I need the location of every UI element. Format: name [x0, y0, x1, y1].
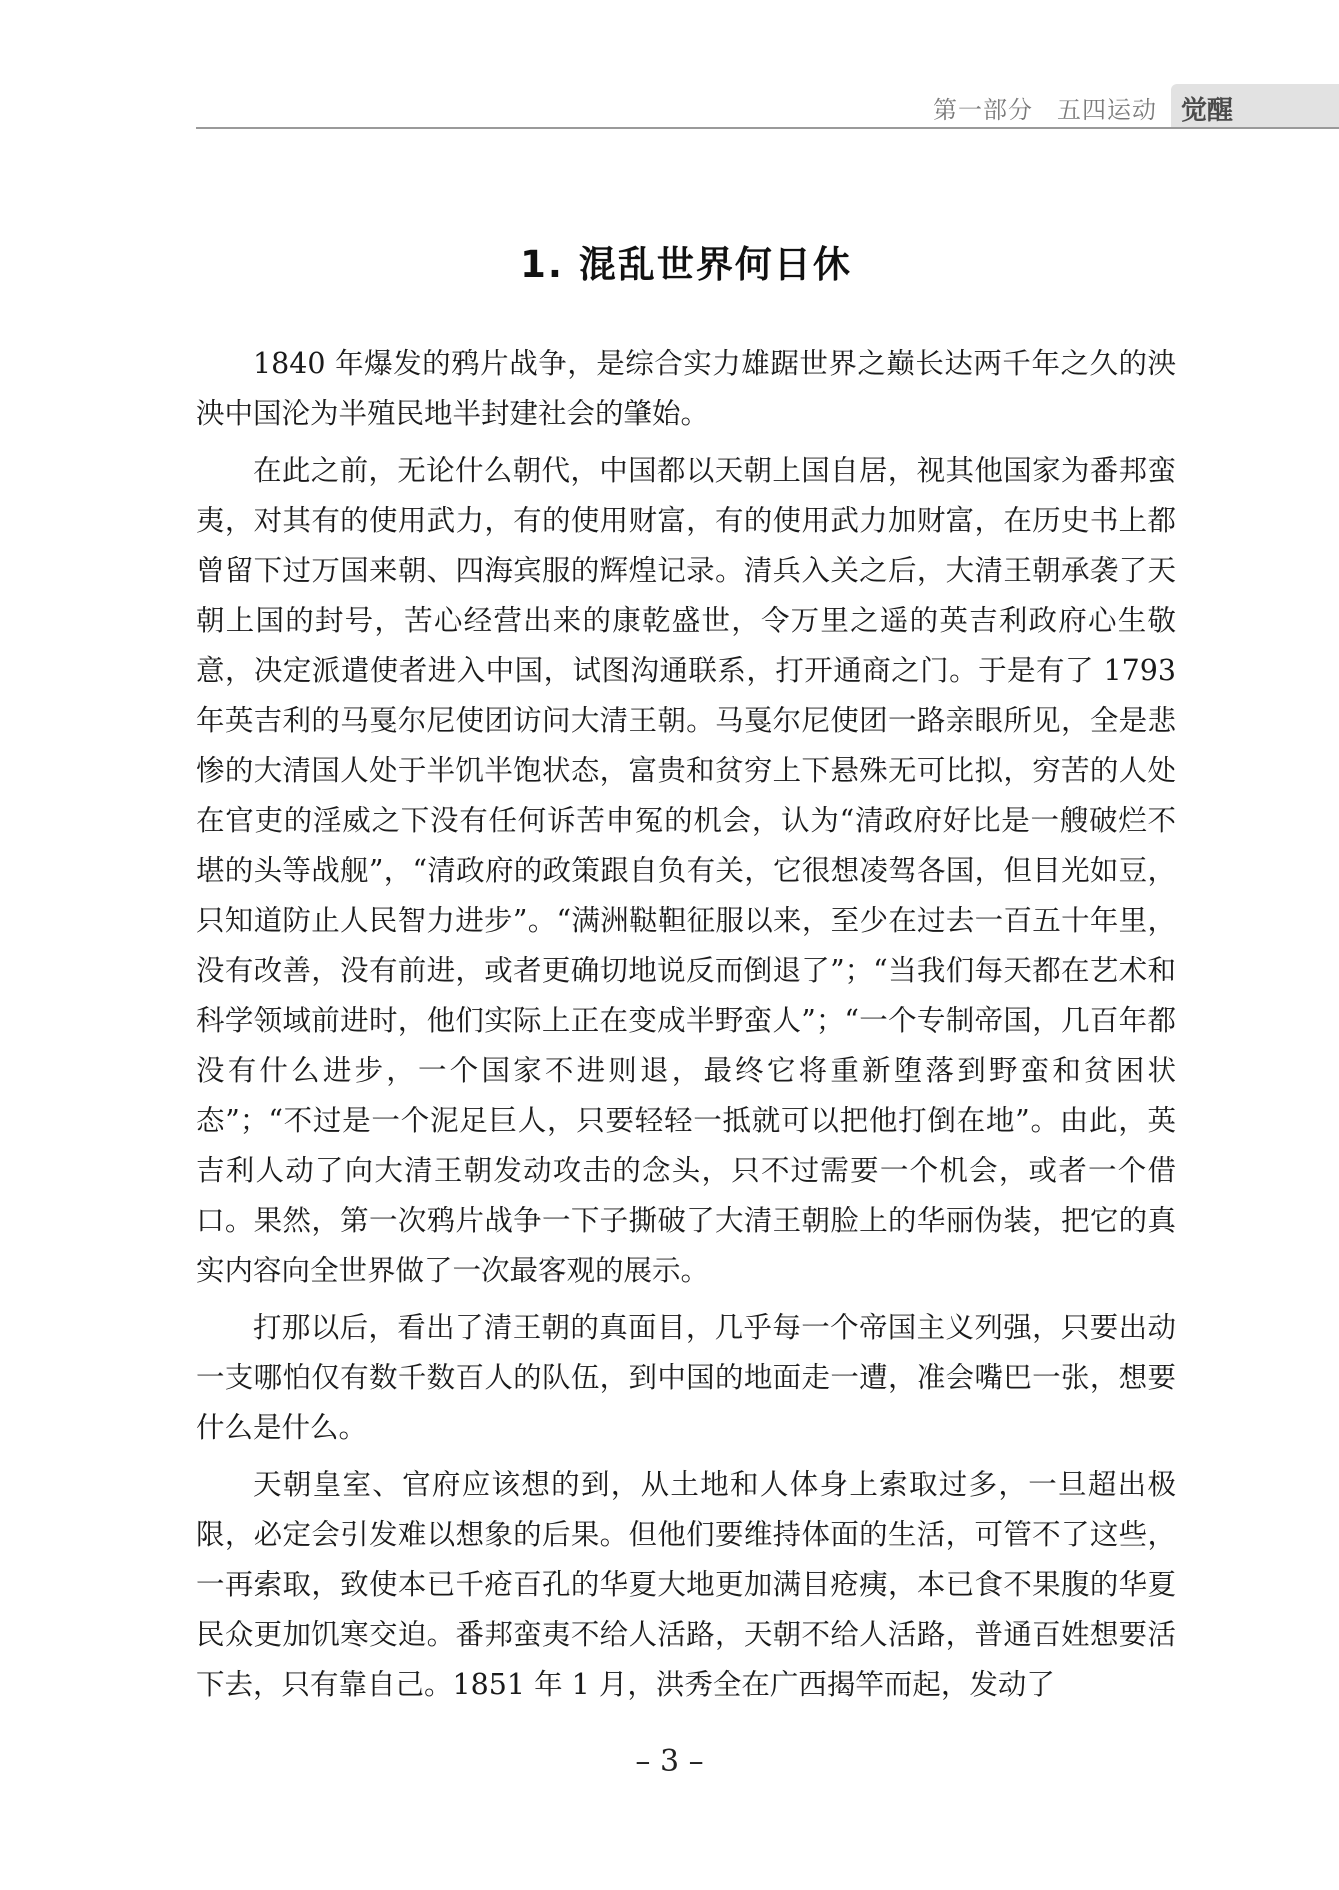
header-section-label: 五四运动	[1057, 96, 1157, 124]
paragraph: 打那以后，看出了清王朝的真面目，几乎每一个帝国主义列强，只要出动一支哪怕仅有数千数百人的队伍，到中国的地面走一遭，准会嘴巴一张，想要什么是什么。	[196, 1311, 1176, 1444]
paragraph: 天朝皇室、官府应该想的到，从土地和人体身上索取过多，一旦超出极限，必定会引发难以想象的后果。但他们要维持体面的生活，可管不了这些，一再索取，致使本已千疮百孔的华夏大地更加满目疮痍，本已食不果腹的华夏民众更加饥寒交迫。番邦蛮夷不给人活路，天朝不给人活路，普通百姓想要活下去，只有靠自己。1851 年 1 月，洪秀全在广西揭竿而起，发动了	[196, 1468, 1176, 1701]
chapter-title: 1. 混乱世界何日休	[520, 243, 852, 286]
header-tab	[1171, 84, 1339, 128]
header-tab-label: 觉醒	[1181, 96, 1234, 126]
paragraph: 1840 年爆发的鸦片战争，是综合实力雄踞世界之巅长达两千年之久的泱泱中国沦为半殖民地半封建社会的肇始。	[196, 347, 1176, 430]
paragraph: 在此之前，无论什么朝代，中国都以天朝上国自居，视其他国家为番邦蛮夷，对其有的使用武力，有的使用财富，有的使用武力加财富，在历史书上都曾留下过万国来朝、四海宾服的辉煌记录。清兵入关之后，大清王朝承袭了天朝上国的封号，苦心经营出来的康乾盛世，令万里之遥的英吉利政府心生敬意，决定派遣使者进入中国，试图沟通联系，打开通商之门。于是有了 1793 年英吉利的马戛尔尼使团访问大清王朝。马戛尔尼使团一路亲眼所见，全是悲惨的大清国人处于半饥半饱状态，富贵和贫穷上下悬殊无可比拟，穷苦的人处在官吏的淫威之下没有任何诉苦申冤的机会，认为“清政府好比是一艘破烂不堪的头等战舰”，“清政府的政策跟自负有关，它很想凌驾各国，但目光如豆，只知道防止人民智力进步”。“满洲鞑靼征服以来，至少在过去一百五十年里，没有改善，没有前进，或者更确切地说反而倒退了”；“当我们每天都在艺术和科学领域前进时，他们实际上正在变成半野蛮人”；“一个专制帝国，几百年都没有什么进步，一个国家不进则退，最终它将重新堕落到野蛮和贫困状态”；“不过是一个泥足巨人，只要轻轻一抵就可以把他打倒在地”。由此，英吉利人动了向大清王朝发动攻击的念头，只不过需要一个机会，或者一个借口。果然，第一次鸦片战争一下子撕破了大清王朝脸上的华丽伪装，把它的真实内容向全世界做了一次最客观的展示。	[196, 454, 1176, 1287]
body-text	[196, 339, 1176, 1710]
running-header	[196, 84, 1339, 128]
header-rule	[196, 127, 1339, 129]
page-number: – 3 –	[635, 1744, 704, 1779]
header-part-section	[933, 90, 1157, 125]
header-part-label: 第一部分	[933, 96, 1033, 124]
